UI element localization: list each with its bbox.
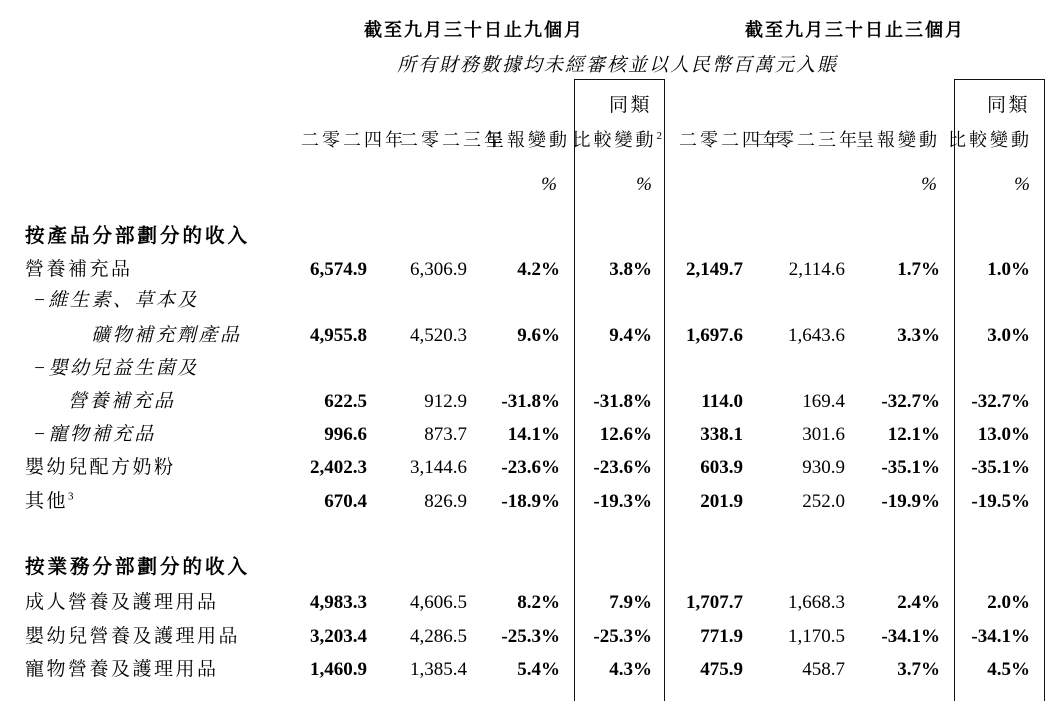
row-label: −嬰幼兒益生菌及 [33, 358, 199, 379]
value-9m-2023: 873.7 [424, 424, 467, 445]
row-pet-nutrition-care [0, 654, 1059, 680]
row-vhms-line2 [0, 317, 1059, 347]
value-3m-2023: 458.7 [802, 659, 845, 680]
percent-3m-reported: % [921, 174, 937, 195]
value-9m-lfl-change: -31.8% [593, 391, 652, 412]
value-3m-2023: 169.4 [802, 391, 845, 412]
period-header-nine-months: 截至九月三十日止九個月 [364, 20, 584, 40]
lfl-label-3m: 同類 [986, 95, 1030, 116]
value-9m-2024: 4,983.3 [310, 592, 367, 613]
row-label: 嬰幼兒營養及護理用品 [25, 626, 241, 647]
value-3m-lfl-change: 1.0% [987, 259, 1030, 280]
row-others [0, 486, 1059, 512]
value-3m-2024: 771.9 [700, 626, 743, 647]
unaudited-note: 所有財務數據均未經審核並以人民幣百萬元入賬 [396, 55, 838, 76]
value-9m-2024: 670.4 [324, 491, 367, 512]
value-9m-reported-change: 4.2% [517, 259, 560, 280]
row-infant-probiotics-line2 [0, 386, 1059, 412]
percent-3m-lfl: % [1014, 174, 1030, 195]
row-label: 嬰幼兒配方奶粉 [25, 457, 176, 478]
value-3m-reported-change: 2.4% [897, 592, 940, 613]
value-3m-2024: 338.1 [700, 424, 743, 445]
value-3m-reported-change: 1.7% [897, 259, 940, 280]
value-3m-reported-change: 3.3% [897, 325, 940, 346]
footnote-2: 2 [656, 130, 662, 142]
percent-row [0, 166, 1059, 196]
col-9m-2023: 二零二三年 [400, 130, 505, 150]
value-3m-reported-change: -32.7% [881, 391, 940, 412]
section-by-product [0, 220, 1059, 246]
col-3m-2023: 二零二三年 [755, 130, 860, 150]
value-3m-2024: 114.0 [701, 391, 743, 412]
value-3m-lfl-change: -19.5% [971, 491, 1030, 512]
value-9m-2023: 6,306.9 [410, 259, 467, 280]
row-vhms-line1 [0, 285, 1059, 311]
lfl-top-label-row [0, 90, 1059, 116]
lfl-label-9m: 同類 [608, 95, 652, 116]
value-9m-2024: 6,574.9 [310, 259, 367, 280]
value-9m-2023: 826.9 [424, 491, 467, 512]
value-3m-lfl-change: 13.0% [977, 424, 1030, 445]
percent-9m-reported: % [541, 174, 557, 195]
value-3m-2023: 1,643.6 [788, 325, 845, 346]
value-9m-2024: 996.6 [324, 424, 367, 445]
row-label: 營養補充品 [68, 391, 176, 412]
row-infant-probiotics-line1 [0, 353, 1059, 379]
col-9m-2024: 二零二四年 [301, 130, 406, 150]
value-3m-lfl-change: 2.0% [987, 592, 1030, 613]
value-9m-lfl-change: -23.6% [593, 457, 652, 478]
value-3m-2023: 1,668.3 [788, 592, 845, 613]
value-9m-lfl-change: 7.9% [609, 592, 652, 613]
value-3m-reported-change: -34.1% [881, 626, 940, 647]
value-9m-2023: 4,606.5 [410, 592, 467, 613]
column-header-row [0, 120, 1059, 152]
value-9m-2024: 622.5 [324, 391, 367, 412]
value-9m-2024: 1,460.9 [310, 659, 367, 680]
value-9m-2024: 2,402.3 [310, 457, 367, 478]
value-3m-lfl-change: 4.5% [987, 659, 1030, 680]
col-3m-2024: 二零二四年 [679, 130, 784, 150]
subtitle-row [0, 50, 1059, 76]
value-3m-lfl-change: 3.0% [987, 325, 1030, 346]
value-3m-2024: 475.9 [700, 659, 743, 680]
row-nutritional-supplements [0, 251, 1059, 281]
value-9m-2024: 3,203.4 [310, 626, 367, 647]
row-label: 礦物補充劑產品 [91, 325, 242, 346]
value-3m-2024: 2,149.7 [686, 259, 743, 280]
col-9m-reported-change: 呈報變動 [486, 130, 570, 150]
value-9m-reported-change: -23.6% [501, 457, 560, 478]
value-9m-reported-change: 8.2% [517, 592, 560, 613]
value-3m-lfl-change: -34.1% [971, 626, 1030, 647]
row-adult-nutrition-care [0, 587, 1059, 613]
col-3m-reported-change: 呈報變動 [856, 130, 940, 150]
value-3m-lfl-change: -35.1% [971, 457, 1030, 478]
value-3m-lfl-change: -32.7% [971, 391, 1030, 412]
row-label: 成人營養及護理用品 [25, 592, 219, 613]
section-title: 按產品分部劃分的收入 [25, 226, 251, 247]
row-infant-formula [0, 452, 1059, 478]
value-3m-reported-change: -19.9% [881, 491, 940, 512]
value-9m-2023: 4,286.5 [410, 626, 467, 647]
period-header-three-months: 截至九月三十日止三個月 [745, 20, 965, 40]
row-label: 營養補充品 [25, 259, 133, 280]
value-9m-2023: 3,144.6 [410, 457, 467, 478]
value-3m-2024: 1,697.6 [686, 325, 743, 346]
value-9m-2023: 1,385.4 [410, 659, 467, 680]
value-9m-lfl-change: 12.6% [599, 424, 652, 445]
value-9m-2023: 4,520.3 [410, 325, 467, 346]
value-3m-reported-change: -35.1% [881, 457, 940, 478]
col-3m-lfl-change: 比較變動 [948, 130, 1032, 150]
value-9m-2024: 4,955.8 [310, 325, 367, 346]
value-9m-2023: 912.9 [424, 391, 467, 412]
value-3m-2023: 2,114.6 [788, 259, 845, 280]
period-header-row [0, 12, 1059, 42]
value-3m-2024: 603.9 [700, 457, 743, 478]
row-infant-nutrition-care [0, 621, 1059, 647]
col-9m-lfl-change: 比較變動$^2$ [572, 130, 662, 150]
row-label: 其他$^3$ [25, 490, 74, 512]
value-9m-reported-change: -31.8% [501, 391, 560, 412]
value-9m-reported-change: -25.3% [501, 626, 560, 647]
value-9m-reported-change: 9.6% [517, 325, 560, 346]
value-9m-reported-change: -18.9% [501, 491, 560, 512]
row-label: 寵物營養及護理用品 [25, 659, 219, 680]
value-3m-2023: 1,170.5 [788, 626, 845, 647]
value-9m-lfl-change: 3.8% [609, 259, 652, 280]
value-3m-reported-change: 3.7% [897, 659, 940, 680]
row-label: −維生素、草本及 [33, 290, 199, 311]
value-9m-lfl-change: 9.4% [609, 325, 652, 346]
value-3m-reported-change: 12.1% [887, 424, 940, 445]
value-9m-lfl-change: -19.3% [593, 491, 652, 512]
value-3m-2023: 252.0 [802, 491, 845, 512]
section-title: 按業務分部劃分的收入 [25, 557, 251, 578]
value-3m-2024: 1,707.7 [686, 592, 743, 613]
section-by-business [0, 551, 1059, 577]
value-9m-lfl-change: 4.3% [609, 659, 652, 680]
value-3m-2023: 930.9 [802, 457, 845, 478]
row-label: −寵物補充品 [33, 424, 156, 445]
percent-9m-lfl: % [636, 174, 652, 195]
footnote-3: 3 [68, 490, 74, 503]
value-3m-2024: 201.9 [700, 491, 743, 512]
value-9m-lfl-change: -25.3% [593, 626, 652, 647]
value-3m-2023: 301.6 [802, 424, 845, 445]
value-9m-reported-change: 14.1% [507, 424, 560, 445]
value-9m-reported-change: 5.4% [517, 659, 560, 680]
row-pet-supplements [0, 419, 1059, 445]
